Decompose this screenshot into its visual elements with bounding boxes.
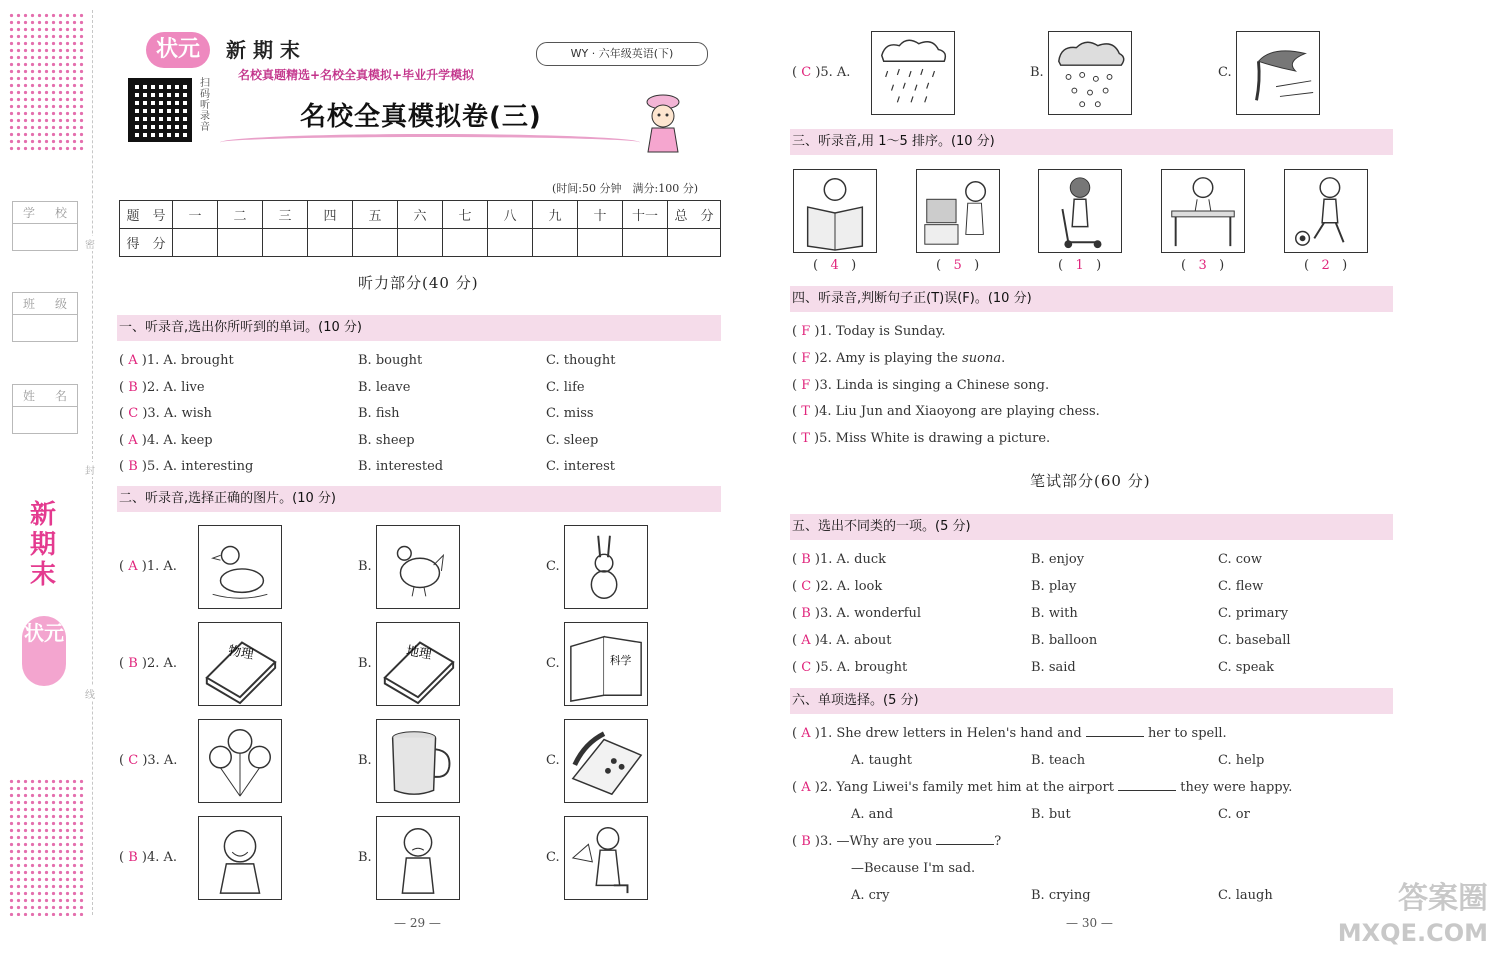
score-cell: 得 分	[120, 229, 173, 257]
answer: B	[801, 552, 811, 567]
answer: B	[128, 459, 138, 474]
statement: )4. Liu Jun and Xiaoyong are playing chess.	[814, 404, 1100, 420]
school-field[interactable]	[12, 201, 78, 251]
boy-desk-picture[interactable]	[1161, 169, 1245, 253]
s6-q1-option-a[interactable]: A. taught	[851, 753, 912, 768]
answer: B	[801, 834, 811, 849]
score-cell: 九	[533, 201, 578, 229]
s1-q4-option-b[interactable]: B. sheep	[358, 432, 415, 448]
s6-q1: ( A )1. She drew letters in Helen's hand and her to spell.	[792, 726, 1227, 741]
option-a[interactable]: )4. A. keep	[141, 432, 213, 448]
section4-title: 四、听录音,判断句子正(T)误(F)。(10 分)	[790, 286, 1393, 312]
answer: 5	[953, 258, 962, 273]
answer: 2	[1321, 258, 1330, 273]
answer: A	[128, 353, 138, 368]
option-a[interactable]: )3. A. wish	[142, 406, 212, 421]
school-label-2: 校	[54, 206, 67, 220]
score-input[interactable]	[533, 229, 578, 257]
book-title: 物理	[227, 642, 255, 662]
s5-q3-option-c[interactable]: C. primary	[1218, 606, 1289, 621]
s6-q1-option-b[interactable]: B. teach	[1031, 753, 1086, 768]
cup-picture[interactable]	[376, 719, 460, 803]
score-cell: 八	[488, 201, 533, 229]
s2-q2: ( B )2. A.	[119, 656, 178, 671]
score-header-row	[120, 201, 721, 229]
s6-q1-option-c[interactable]: C. help	[1218, 753, 1265, 768]
option-a[interactable]: )1. A. brought	[141, 353, 234, 368]
rain-picture[interactable]	[871, 31, 955, 115]
question-tail: ?	[994, 834, 1002, 849]
score-cell: 十一	[623, 201, 668, 229]
boy-football-picture[interactable]	[1284, 169, 1368, 253]
watermark-line-1: 答案圈	[1398, 881, 1488, 916]
answer: F	[801, 377, 811, 393]
duck-picture[interactable]	[198, 525, 282, 609]
s3-answer-3: ( 1 )	[1058, 258, 1102, 273]
answer: F	[801, 350, 811, 366]
seal-char-1: 密	[85, 236, 95, 251]
name-label-2: 名	[54, 389, 67, 403]
s4-q5: ( T )5. Miss White is drawing a picture.	[792, 431, 1051, 447]
s1-q2: ( B )2. A. live	[119, 379, 205, 395]
answer: T	[801, 431, 810, 447]
score-cell: 总 分	[668, 201, 721, 229]
option-a[interactable]: )3. A. wonderful	[814, 606, 922, 621]
statement: )5. Miss White is drawing a picture.	[814, 431, 1051, 447]
name-label-1: 姓	[23, 389, 36, 403]
answer: C	[128, 406, 139, 421]
answer: A	[801, 726, 811, 741]
mascot-icon	[640, 92, 686, 154]
s1-q2-option-b[interactable]: B. leave	[358, 379, 411, 395]
seal-char-2: 封	[85, 462, 95, 477]
question-text: )3. —Why are you	[814, 834, 933, 849]
option-a[interactable]: )2. A. look	[815, 579, 883, 594]
s5-q1-option-b[interactable]: B. enjoy	[1031, 552, 1085, 567]
writing-title: 笔试部分(60 分)	[1030, 472, 1151, 490]
statement: )1. Today is Sunday.	[814, 324, 946, 339]
s6-q3: ( B )3. —Why are you ?	[792, 834, 1002, 849]
rabbit-picture[interactable]	[564, 525, 648, 609]
physics-book-picture[interactable]	[198, 622, 282, 706]
score-input[interactable]	[173, 229, 218, 257]
answer: B	[801, 606, 811, 621]
s5-q4-option-c[interactable]: C. baseball	[1218, 633, 1291, 648]
s5-q2: ( C )2. A. look	[792, 579, 883, 594]
question-tail: her to spell.	[1147, 726, 1227, 741]
s5-q4: ( A )4. A. about	[792, 633, 892, 648]
question-text: )2. Yang Liwei's family met him at the airport	[814, 780, 1114, 795]
section2-title: 二、听录音,选择正确的图片。(10 分)	[117, 486, 721, 512]
answer: A	[801, 780, 811, 795]
option-b-label: B.	[358, 656, 372, 671]
s6-q2-option-c[interactable]: C. or	[1218, 807, 1250, 822]
option-b-label: B.	[1030, 65, 1044, 80]
school-label-1: 学	[23, 206, 36, 220]
answer: F	[801, 324, 811, 339]
grade-badge: WY · 六年级英语(下)	[536, 42, 708, 66]
top-dot-pattern	[8, 12, 86, 152]
page-number-left: — 29 —	[394, 916, 441, 930]
answer: A	[128, 559, 138, 574]
answer: A	[128, 432, 138, 448]
s5-q2-option-c[interactable]: C. flew	[1218, 579, 1264, 594]
s3-answer-4: ( 3 )	[1181, 258, 1225, 273]
option-c-label: C.	[1218, 65, 1232, 80]
name-field[interactable]	[12, 384, 78, 434]
s1-q1-option-c[interactable]: C. thought	[546, 353, 616, 368]
geography-book-picture[interactable]	[376, 622, 460, 706]
answer: 1	[1075, 258, 1084, 273]
score-input[interactable]	[488, 229, 533, 257]
section5-title: 五、选出不同类的一项。(5 分)	[790, 514, 1393, 540]
option-a[interactable]: )1. A. duck	[814, 552, 887, 567]
vertical-brand: 新期末	[30, 500, 57, 590]
s5-q5-option-c[interactable]: C. speak	[1218, 660, 1275, 675]
score-cell: 二	[218, 201, 263, 229]
qr-code-icon[interactable]	[128, 78, 192, 142]
s1-q5-option-b[interactable]: B. interested	[358, 459, 444, 474]
s4-q1: ( F )1. Today is Sunday.	[792, 324, 946, 339]
class-field[interactable]	[12, 292, 78, 342]
hen-picture[interactable]	[376, 525, 460, 609]
score-input[interactable]	[578, 229, 623, 257]
girl-laughing-picture[interactable]	[198, 816, 282, 900]
question-text: )1. She drew letters in Helen's hand and	[814, 726, 1082, 741]
option-a[interactable]: )5. A. brought	[815, 660, 908, 675]
score-input[interactable]	[443, 229, 488, 257]
book-title: 地理	[405, 642, 433, 662]
watermark-line-2: MXQE.COM	[1337, 919, 1488, 947]
score-input[interactable]	[623, 229, 668, 257]
s5-q2-option-b[interactable]: B. play	[1031, 579, 1077, 594]
score-input[interactable]	[308, 229, 353, 257]
answer: B	[128, 656, 138, 671]
boy-with-fan-picture[interactable]	[564, 816, 648, 900]
boy-reading-picture[interactable]	[793, 169, 877, 253]
page-title: 名校全真模拟卷(三)	[300, 102, 542, 132]
s1-q3-option-b[interactable]: B. fish	[358, 406, 400, 421]
option-c-label: C.	[546, 850, 560, 865]
class-label-2: 级	[54, 297, 67, 311]
answer: C	[801, 660, 812, 675]
seal-char-3: 线	[85, 686, 95, 701]
balloons-picture[interactable]	[198, 719, 282, 803]
s3-answer-2: ( 5 )	[936, 258, 980, 273]
section6-title: 六、单项选择。(5 分)	[790, 688, 1393, 714]
class-label-1: 班	[23, 297, 36, 311]
question-number: )3. A.	[142, 753, 178, 768]
vertical-logo: 状元	[22, 616, 66, 686]
option-a[interactable]: )2. A. live	[141, 379, 205, 395]
question-number: )2. A.	[141, 656, 178, 671]
s6-q2-option-b[interactable]: B. but	[1031, 807, 1071, 822]
score-cell: 三	[263, 201, 308, 229]
s1-q1-option-b[interactable]: B. bought	[358, 353, 423, 368]
s6-q3-option-b[interactable]: B. crying	[1031, 888, 1091, 903]
bottom-dot-pattern	[8, 778, 86, 916]
statement: )3. Linda is singing a Chinese song.	[814, 377, 1050, 393]
page-number-right: — 30 —	[1066, 916, 1113, 930]
s5-q4-option-b[interactable]: B. balloon	[1031, 633, 1098, 648]
boy-scooter-picture[interactable]	[1038, 169, 1122, 253]
s5-q1-option-c[interactable]: C. cow	[1218, 552, 1262, 567]
score-table	[119, 200, 721, 257]
brand-tagline: 名校真题精选+名校全真模拟+毕业升学模拟	[238, 68, 475, 82]
s5-q5-option-b[interactable]: B. said	[1031, 660, 1076, 675]
option-b-label: B.	[358, 559, 372, 574]
option-b-label: B.	[358, 753, 372, 768]
s3-answer-5: ( 2 )	[1304, 258, 1348, 273]
answer: 4	[830, 258, 839, 273]
score-cell: 七	[443, 201, 488, 229]
wind-picture[interactable]	[1236, 31, 1320, 115]
s1-q4-option-c[interactable]: C. sleep	[546, 432, 599, 448]
question-number: )4. A.	[141, 850, 178, 865]
score-value-row	[120, 229, 721, 257]
statement-tail: .	[1001, 350, 1006, 366]
s5-q3-option-b[interactable]: B. with	[1031, 606, 1078, 621]
s6-q2: ( A )2. Yang Liwei's family met him at the airport they were happy.	[792, 780, 1293, 795]
option-a[interactable]: )4. A. about	[814, 633, 892, 648]
score-cell: 一	[173, 201, 218, 229]
brand-name: 新 期 末	[226, 38, 300, 62]
s1-q1: ( A )1. A. brought	[119, 353, 234, 368]
book-title: 科学	[609, 654, 632, 667]
s3-answer-1: ( 4 )	[813, 258, 857, 273]
answer-blank[interactable]	[1118, 790, 1176, 791]
s6-q3-reply: —Because I'm sad.	[851, 861, 976, 876]
score-cell: 五	[353, 201, 398, 229]
girl-crying-picture[interactable]	[376, 816, 460, 900]
decorative-swoosh	[220, 134, 640, 151]
scan-hint: 扫码听录音	[200, 78, 210, 133]
s4-q4: ( T )4. Liu Jun and Xiaoyong are playing chess.	[792, 404, 1100, 420]
s4-q2: ( F )2. Amy is playing the suona.	[792, 350, 1006, 366]
question-number: )5. A.	[815, 65, 851, 80]
score-input[interactable]	[218, 229, 263, 257]
score-input[interactable]	[353, 229, 398, 257]
section1-title: 一、听录音,选出你所听到的单词。(10 分)	[117, 315, 721, 341]
score-input[interactable]	[668, 229, 721, 257]
option-c-label: C.	[546, 559, 560, 574]
snow-picture[interactable]	[1048, 31, 1132, 115]
score-cell: 四	[308, 201, 353, 229]
s1-q2-option-c[interactable]: C. life	[546, 379, 585, 395]
question-number: )1. A.	[141, 559, 177, 574]
section3-title: 三、听录音,用 1～5 排序。(10 分)	[790, 129, 1393, 155]
answer: C	[801, 65, 812, 80]
statement: )2. Amy is playing the	[814, 350, 963, 366]
s6-q3-option-a[interactable]: A. cry	[851, 888, 890, 903]
answer: T	[801, 404, 810, 420]
s5-q3: ( B )3. A. wonderful	[792, 606, 922, 621]
answer-blank[interactable]	[936, 844, 994, 845]
answer: C	[128, 753, 139, 768]
answer-blank[interactable]	[1086, 736, 1144, 737]
statement-italic: suona	[962, 350, 1002, 366]
s1-q5: ( B )5. A. interesting	[119, 459, 254, 474]
s6-q2-option-a[interactable]: A. and	[851, 807, 894, 822]
listening-title: 听力部分(40 分)	[358, 274, 479, 292]
telephone-picture[interactable]	[564, 719, 648, 803]
s2-q4: ( B )4. A.	[119, 850, 178, 865]
s4-q3: ( F )3. Linda is singing a Chinese song.	[792, 377, 1050, 393]
option-a[interactable]: )5. A. interesting	[141, 459, 254, 474]
answer: C	[801, 579, 812, 594]
science-book-picture[interactable]	[564, 622, 648, 706]
boy-computer-picture[interactable]	[916, 169, 1000, 253]
s2-q1: ( A )1. A.	[119, 559, 177, 574]
score-cell: 十	[578, 201, 623, 229]
option-c-label: C.	[546, 753, 560, 768]
s6-q3-option-c[interactable]: C. laugh	[1218, 888, 1273, 903]
s5-q1: ( B )1. A. duck	[792, 552, 887, 567]
score-cell: 六	[398, 201, 443, 229]
s2-q5: ( C )5. A.	[792, 65, 851, 80]
answer: B	[128, 379, 138, 395]
answer: B	[128, 850, 138, 865]
score-cell: 题 号	[120, 201, 173, 229]
watermark-logo	[1338, 882, 1488, 950]
answer: A	[801, 633, 811, 648]
score-input[interactable]	[263, 229, 308, 257]
s1-q3: ( C )3. A. wish	[119, 406, 212, 421]
option-b-label: B.	[358, 850, 372, 865]
answer: 3	[1198, 258, 1207, 273]
brand-logo: 状元	[146, 32, 210, 68]
option-c-label: C.	[546, 656, 560, 671]
s1-q3-option-c[interactable]: C. miss	[546, 406, 594, 421]
s1-q5-option-c[interactable]: C. interest	[546, 459, 615, 474]
s2-q3: ( C )3. A.	[119, 753, 178, 768]
s5-q5: ( C )5. A. brought	[792, 660, 908, 675]
s1-q4: ( A )4. A. keep	[119, 432, 213, 448]
question-tail: they were happy.	[1180, 780, 1293, 795]
score-input[interactable]	[398, 229, 443, 257]
exam-meta: (时间:50 分钟 满分:100 分)	[552, 182, 698, 195]
